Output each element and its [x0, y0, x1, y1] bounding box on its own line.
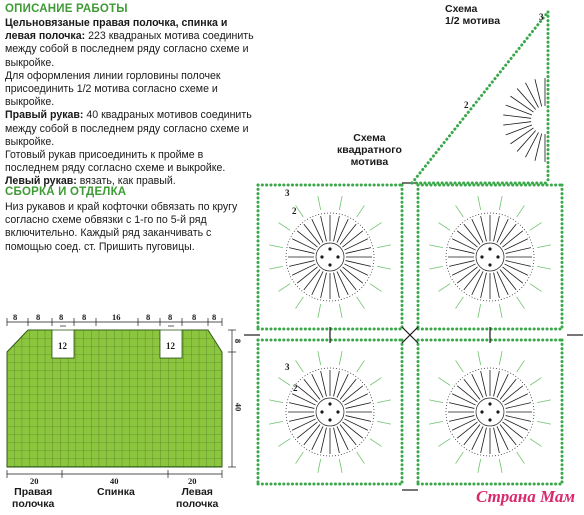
center-ring	[316, 398, 344, 426]
center-dot	[328, 402, 331, 405]
row-number: 3	[285, 188, 290, 198]
stitch-spoke	[464, 270, 480, 290]
stitch-spoke	[457, 422, 477, 438]
paragraph-5-bold: Левый рукав:	[5, 175, 77, 188]
dim-bottom-left: 20	[30, 476, 39, 486]
stitch-spoke	[504, 239, 527, 250]
center-ring	[476, 398, 504, 426]
stitch-spoke	[312, 426, 323, 449]
chain-ray	[377, 266, 391, 269]
chain-ray	[478, 196, 481, 210]
chain-ray	[318, 351, 321, 365]
dim-top-1: 8	[13, 312, 18, 322]
chain-ray	[370, 439, 382, 447]
half-motif-border	[412, 12, 548, 183]
chain-ray	[278, 439, 290, 447]
center-dot	[328, 247, 331, 250]
paragraph-5-text: вязать, как правый.	[76, 175, 176, 188]
chain-ray	[438, 223, 450, 231]
stitch-spoke	[494, 428, 500, 453]
chain-ray	[537, 266, 551, 269]
center-dot	[488, 418, 491, 421]
stitch-spoke	[343, 231, 363, 247]
chain-ray	[278, 223, 290, 231]
stitch-spoke	[472, 219, 483, 242]
chain-ray	[438, 439, 450, 447]
chain-ray	[357, 205, 365, 217]
dim-right-main: 40	[233, 402, 244, 412]
half-stitch-spoke	[503, 122, 531, 125]
stitch-spoke	[464, 379, 480, 399]
chain-ray	[438, 284, 450, 292]
chain-ray	[278, 378, 290, 386]
stitch-spoke	[289, 403, 314, 409]
dim-bottom-center: 40	[110, 476, 119, 486]
stitch-spoke	[344, 239, 367, 250]
chain-ray	[478, 351, 481, 365]
chain-ray	[370, 378, 382, 386]
stitch-spoke	[452, 394, 475, 405]
chain-ray	[377, 421, 391, 424]
stitch-spoke	[337, 219, 348, 242]
half-stitch-spoke	[506, 105, 532, 115]
stitch-spoke	[481, 428, 487, 453]
stitch-spoke	[289, 248, 314, 254]
center-dot	[336, 255, 339, 258]
chain-ray	[499, 196, 502, 210]
stitch-spoke	[500, 379, 516, 399]
chain-ray	[370, 284, 382, 292]
chain-ray	[478, 304, 481, 318]
stitch-spoke	[297, 422, 317, 438]
stitch-spoke	[321, 216, 327, 241]
row-number: 2	[464, 100, 469, 110]
stitch-spoke	[292, 394, 315, 405]
stitch-spoke	[304, 379, 320, 399]
stitch-spoke	[481, 273, 487, 298]
stitch-spoke	[472, 426, 483, 449]
stitch-spoke	[457, 386, 477, 402]
stitch-spoke	[334, 216, 340, 241]
chain-ray	[318, 304, 321, 318]
row-number: 3	[539, 12, 544, 22]
chain-ray	[357, 297, 365, 309]
stitch-spoke	[449, 416, 474, 422]
chain-ray	[530, 378, 542, 386]
dim-top-7: 8	[168, 312, 173, 322]
dim-top-9: 8	[212, 312, 217, 322]
stitch-spoke	[340, 270, 356, 290]
chain-ray	[499, 459, 502, 473]
stitch-spoke	[340, 224, 356, 244]
chain-ray	[269, 400, 283, 403]
stitch-spoke	[457, 231, 477, 247]
stitch-spoke	[500, 270, 516, 290]
stitch-spoke	[452, 419, 475, 430]
stitch-spoke	[481, 371, 487, 396]
chain-ray	[318, 196, 321, 210]
chain-ray	[499, 304, 502, 318]
chain-ray	[269, 245, 283, 248]
chain-ray	[456, 360, 464, 372]
chain-ray	[517, 297, 525, 309]
dim-right-top: 8	[233, 338, 244, 344]
chain-ray	[478, 459, 481, 473]
stitch-spoke	[503, 267, 523, 283]
stitch-spoke	[289, 261, 314, 267]
chain-ray	[517, 205, 525, 217]
half-stitch-spoke	[506, 125, 532, 135]
paragraph-3-text: 40 квадраных мотивов соединить между собой в последнем ряду согласно схеме и выкройке.	[5, 109, 252, 148]
stitch-spoke	[344, 394, 367, 405]
center-dot	[336, 410, 339, 413]
stitch-spoke	[304, 425, 320, 445]
paragraph-2: Для оформления линии горловины полочек присоединить 1/2 мотива согласно схеме и выкройке.	[5, 69, 221, 109]
chain-ray	[269, 421, 283, 424]
stitch-spoke	[472, 271, 483, 294]
stitch-spoke	[321, 371, 327, 396]
center-dot	[488, 263, 491, 266]
center-dot	[488, 247, 491, 250]
chain-ray	[456, 205, 464, 217]
half-stitch-spoke	[503, 115, 531, 118]
stitch-spoke	[343, 386, 363, 402]
stitch-spoke	[340, 425, 356, 445]
chain-ray	[269, 266, 283, 269]
dim-bottom-right: 20	[188, 476, 197, 486]
chain-ray	[296, 452, 304, 464]
stitch-spoke	[452, 239, 475, 250]
chain-ray	[537, 400, 551, 403]
half-stitch-spoke	[510, 128, 533, 144]
stitch-spoke	[464, 224, 480, 244]
stitch-spoke	[297, 267, 317, 283]
chain-ray	[429, 421, 443, 424]
stitch-spoke	[503, 422, 523, 438]
stitch-spoke	[344, 264, 367, 275]
chain-ray	[456, 452, 464, 464]
half-stitch-spoke	[517, 89, 536, 110]
chain-ray	[429, 266, 443, 269]
stitch-spoke	[497, 426, 508, 449]
center-dot	[320, 255, 323, 258]
stitch-spoke	[334, 371, 340, 396]
paragraph-1-text: 223 квадраных мотива соединить между собой в последнем ряду согласно схеме и выкройке.	[5, 30, 254, 69]
stitch-spoke	[346, 416, 371, 422]
half-stitch-spoke	[517, 130, 536, 151]
center-dot	[328, 263, 331, 266]
stitch-spoke	[506, 248, 531, 254]
stitch-spoke	[500, 224, 516, 244]
half-stitch-spoke	[510, 96, 533, 112]
chain-ray	[339, 459, 342, 473]
stitch-spoke	[297, 386, 317, 402]
stitch-spoke	[337, 271, 348, 294]
row-number: 3	[285, 362, 290, 372]
stitch-spoke	[503, 231, 523, 247]
chain-ray	[429, 245, 443, 248]
stitch-spoke	[506, 261, 531, 267]
dim-top-8: 8	[192, 312, 197, 322]
stitch-spoke	[321, 428, 327, 453]
chain-ray	[296, 205, 304, 217]
stitch-spoke	[289, 416, 314, 422]
center-dot	[328, 418, 331, 421]
row-number: 2	[292, 206, 297, 216]
stitch-spoke	[452, 264, 475, 275]
chain-ray	[537, 421, 551, 424]
stitch-spoke	[337, 426, 348, 449]
square-motif-title: Схема квадратного мотива	[337, 132, 402, 168]
paragraph-4: Готовый рукав присоединить к пройме в последнем ряду согласно схеме и выкройке.	[5, 149, 226, 175]
stitch-spoke	[346, 403, 371, 409]
dim-top-2: 8	[36, 312, 41, 322]
stitch-spoke	[312, 271, 323, 294]
chain-ray	[429, 400, 443, 403]
neck-number-left: 12	[58, 341, 67, 351]
dim-top-3: 8	[59, 312, 64, 322]
stitch-spoke	[464, 425, 480, 445]
stitch-spoke	[334, 273, 340, 298]
stitch-spoke	[504, 394, 527, 405]
chain-ray	[377, 245, 391, 248]
stitch-spoke	[321, 273, 327, 298]
stitch-spoke	[337, 374, 348, 397]
stitch-spoke	[494, 273, 500, 298]
dim-top-4: 8	[82, 312, 87, 322]
chain-ray	[357, 360, 365, 372]
stitch-spoke	[449, 403, 474, 409]
chain-ray	[499, 351, 502, 365]
chain-ray	[370, 223, 382, 231]
stitch-spoke	[312, 374, 323, 397]
dim-top-5: 16	[112, 312, 121, 322]
stitch-spoke	[497, 374, 508, 397]
chain-ray	[339, 196, 342, 210]
stitch-spoke	[304, 224, 320, 244]
chain-ray	[339, 304, 342, 318]
assembly-heading: СБОРКА И ОТДЕЛКА	[5, 186, 127, 198]
assembly-body: Низ рукавов и край кофточки обвязать по кругу согласно схеме обвязки с 1-го по 5-й ряд включительно. Каждый ряд заканчивать с помощью соед. ст. Пришить пуговицы.	[5, 201, 238, 253]
label-left-front: Левая полочка	[176, 486, 219, 510]
chain-ray	[530, 223, 542, 231]
half-motif-title: Схема 1/2 мотива	[445, 3, 501, 27]
chain-ray	[278, 284, 290, 292]
center-dot	[320, 410, 323, 413]
label-back: Спинка	[97, 486, 135, 498]
center-ring	[316, 243, 344, 271]
neck-number-right: 12	[166, 341, 175, 351]
stitch-spoke	[506, 416, 531, 422]
description-heading: ОПИСАНИЕ РАБОТЫ	[5, 3, 128, 15]
stitch-spoke	[334, 428, 340, 453]
stitch-spoke	[481, 216, 487, 241]
stitch-spoke	[504, 264, 527, 275]
center-dot	[496, 410, 499, 413]
label-right-front: Правая полочка	[12, 486, 55, 510]
center-ring	[476, 243, 504, 271]
stitch-spoke	[346, 248, 371, 254]
stitch-spoke	[292, 419, 315, 430]
watermark-text: Страна Мам	[476, 487, 576, 506]
stitch-spoke	[497, 271, 508, 294]
stitch-spoke	[312, 219, 323, 242]
stitch-spoke	[343, 267, 363, 283]
paragraph-1-bold: Цельновязаные правая полочка, спинка и левая полочка:	[5, 17, 228, 43]
chain-ray	[438, 378, 450, 386]
stitch-spoke	[449, 248, 474, 254]
stitch-spoke	[494, 371, 500, 396]
chain-ray	[296, 360, 304, 372]
paragraph-3-bold: Правый рукав:	[5, 109, 84, 122]
stitch-spoke	[494, 216, 500, 241]
chain-ray	[456, 297, 464, 309]
stitch-spoke	[304, 270, 320, 290]
stitch-spoke	[503, 386, 523, 402]
stitch-spoke	[297, 231, 317, 247]
center-dot	[496, 255, 499, 258]
stitch-spoke	[506, 403, 531, 409]
chain-ray	[357, 452, 365, 464]
stitch-spoke	[504, 419, 527, 430]
dim-top-6: 8	[146, 312, 151, 322]
stitch-spoke	[449, 261, 474, 267]
chain-ray	[377, 400, 391, 403]
center-dot	[480, 410, 483, 413]
stitch-spoke	[344, 419, 367, 430]
chain-ray	[517, 360, 525, 372]
chain-ray	[517, 452, 525, 464]
chain-ray	[537, 245, 551, 248]
chain-ray	[530, 439, 542, 447]
stitch-spoke	[340, 379, 356, 399]
chain-ray	[530, 284, 542, 292]
stitch-spoke	[343, 422, 363, 438]
stitch-spoke	[472, 374, 483, 397]
stitch-spoke	[457, 267, 477, 283]
stitch-spoke	[292, 239, 315, 250]
center-dot	[488, 402, 491, 405]
chain-ray	[339, 351, 342, 365]
row-number: 2	[293, 383, 298, 393]
chain-ray	[296, 297, 304, 309]
stitch-spoke	[497, 219, 508, 242]
chain-ray	[318, 459, 321, 473]
stitch-spoke	[500, 425, 516, 445]
stitch-spoke	[292, 264, 315, 275]
stitch-spoke	[346, 261, 371, 267]
center-dot	[480, 255, 483, 258]
